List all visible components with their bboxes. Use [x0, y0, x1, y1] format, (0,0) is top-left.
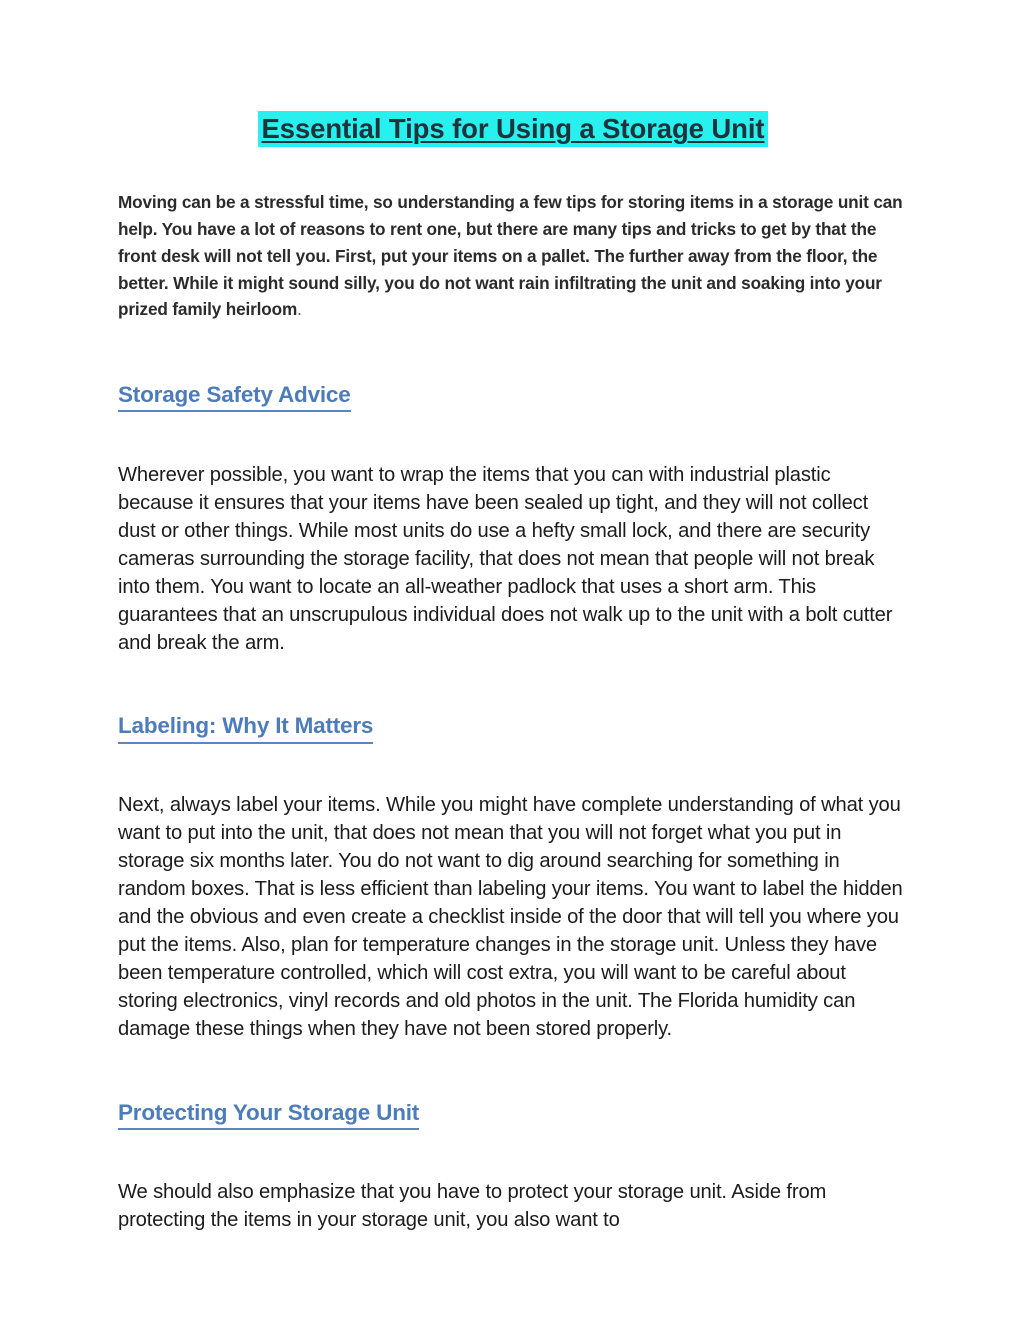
section-heading-storage-safety-advice: Storage Safety Advice	[118, 381, 351, 412]
title-block	[118, 112, 908, 146]
section-paragraph-storage-safety-advice: Wherever possible, you want to wrap the items that you can with industrial plastic because it ensures that your items have been sealed up tight, and they will not collect dust or other things. While most units do use a hefty small lock, and there are security cameras surrounding the storage facility, that does not mean that people will not break into them. You want to locate an all-weather padlock that uses a short arm. This guarantees that an unscrupulous individual does not walk up to the unit with a bolt cutter and break the arm.	[118, 463, 893, 654]
section-paragraph-labeling-why-it-matters: Next, always label your items. While you might have complete understanding of what you want to put into the unit, that does not mean that you will not forget what you put in storage six months later. You do not want to dig around searching for something in random boxes. That is less efficient than labeling your items. You want to label the hidden and the obvious and even create a checklist inside of the door that will tell you where you put the items. Also, plan for temperature changes in the storage unit. Unless they have been temperature controlled, which will cost extra, you will want to be careful about storing electronics, vinyl records and old photos in the unit. The Florida humidity can damage these things when they have not been stored properly.	[118, 794, 903, 1041]
document-content	[118, 0, 908, 1255]
intro-paragraph-text: Moving can be a stressful time, so understanding a few tips for storing items in a storage unit can help. You have a lot of reasons to rent one, but there are many tips and tricks to get by that the front desk will not tell you. First, put your items on a pallet. The further away from the floor, the better. While it might sound silly, you do not want rain infiltrating the unit and soaking into your prized family heirloom	[118, 192, 903, 320]
intro-trailing-period: .	[297, 299, 302, 320]
section-heading-labeling-why-it-matters: Labeling: Why It Matters	[118, 712, 373, 743]
section-paragraph-protecting-your-storage-unit: We should also emphasize that you have to protect your storage unit. Aside from protecting the items in your storage unit, you also want to	[118, 1180, 827, 1231]
page-title: Essential Tips for Using a Storage Unit	[258, 111, 769, 147]
section-heading-wrapper-2	[118, 1080, 908, 1149]
section-heading-wrapper-0	[118, 362, 908, 431]
section-heading-wrapper-1	[118, 694, 908, 763]
section-heading-protecting-your-storage-unit: Protecting Your Storage Unit	[118, 1099, 419, 1130]
intro-paragraph	[118, 189, 908, 323]
